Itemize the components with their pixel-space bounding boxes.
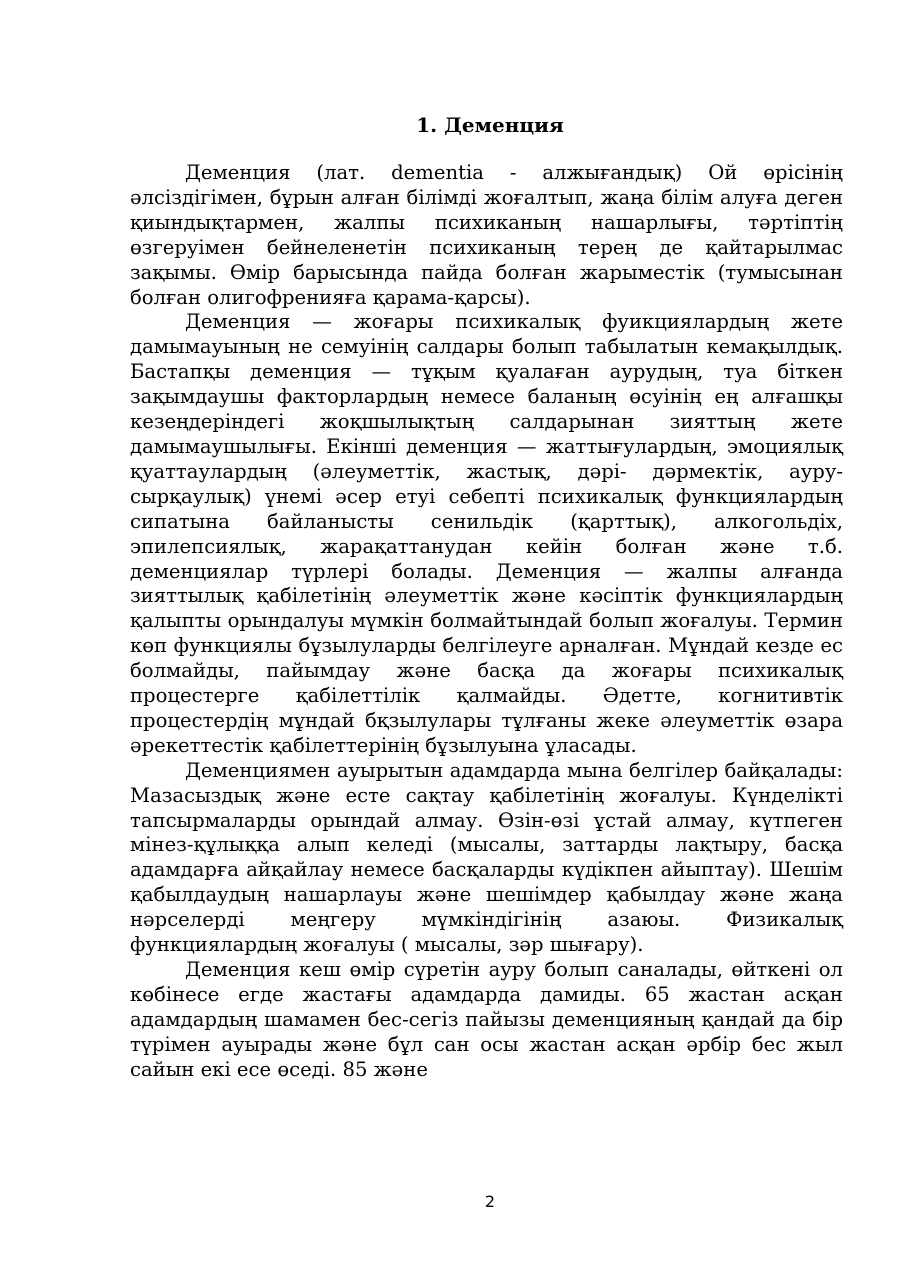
paragraph-types: Деменция — жоғары психикалық фуикциялардың жете дамымауының не семуінің салдары болып табылатын кемақылдық. Бастапқы деменция — тұқым қуалаған аурудың, туа біткен зақымдаушы факторлардың немесе баланың өсуінің ең алғашқы кезеңдеріндегі жоқшылықтың салдарынан зияттың жете дамымаушылығы. Екінші деменция — жаттығулардың, эмоциялық қуаттаулардың (әлеуметтік, жастық, дәрі- дәрмектік, ауру-сырқаулық) үнемі әсер етуі себепті психикалық функциялардың сипатына байланысты сенильдік (қарттық), алкогольдіх, эпилепсиялық, жарақаттанудан кейін болған және т.б. деменциялар түрлері болады. Деменция — жалпы алғанда зияттылық қабілетінің әлеуметтік және кәсіптік функциялардың қалыпты орындалуы мүмкін болмайтындай болып жоғалуы. Термин көп функциялы бұзылуларды белгілеуге арналған. Мұндай кезде ес болмайды, пайымдау және басқа да жоғары психикалық процестерге қабілеттілік қалмайды. Әдетте, когнитивтік процестердің мұндай бқзылулары тұлғаны жеке әлеуметтік өзара әрекеттестік қабілеттерінің бұзылуына ұласады. (130, 310, 843, 757)
body-text (130, 161, 843, 1083)
section-heading: 1. Деменция (416, 113, 564, 137)
paragraph-definition: Деменция (лат. dementia - алжығандық) Ой өрісінің әлсіздігімен, бұрын алған білімді жоғалтып, жаңа білім алуға деген қиындықтармен, жалпы психиканың нашарлығы, тәртіптің өзгеруімен бейнеленетін психиканың терең де қайтарылмас зақымы. Өмір барысында пайда болған жарыместік (тумысынан болған олигофренияға қарама-қарсы). (130, 161, 843, 309)
paragraph-prevalence: Деменция кеш өмір сүретін ауру болып саналады, өйткені ол көбінесе егде жастағы адамдарда дамиды. 65 жастан асқан адамдардың шамамен бес-сегіз пайызы деменцияның қандай да бір түрімен ауырады және бұл сан осы жастан асқан әрбір бес жыл сайын екі есе өседі. 85 және (130, 958, 843, 1081)
paragraph-symptoms: Деменциямен ауырытын адамдарда мына белгілер байқалады: Мазасыздық және есте сақтау қабілетінің жоғалуы. Күнделікті тапсырмаларды орындай алмау. Өзін-өзі ұстай алмау, күтпеген мінез-құлыққа алып келеді (мысалы, заттарды лақтыру, басқа адамдарға айқайлау немесе басқаларды күдікпен айыптау). Шешім қабылдаудың нашарлауы және шешімдер қабылдау және жаңа нәрселерді меңгеру мүмкіндігінің азаюы. Физикалық функциялардың жоғалуы ( мысалы, зәр шығару). (130, 758, 843, 957)
page-number: 2 (484, 1192, 496, 1211)
